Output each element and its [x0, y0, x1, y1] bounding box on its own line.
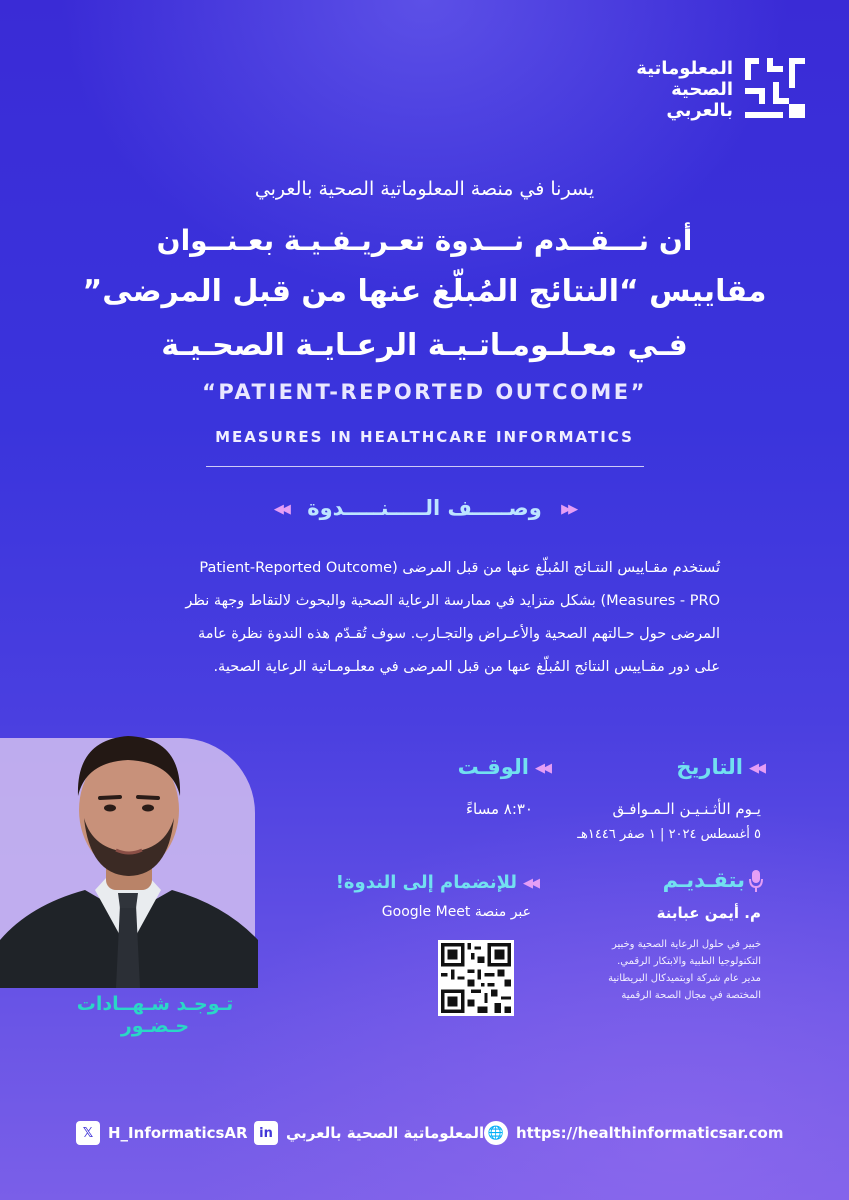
website-url: https://healthinformaticsar.com	[516, 1124, 784, 1142]
linkedin-link[interactable]	[254, 1118, 484, 1148]
x-icon: 𝕏	[76, 1121, 100, 1145]
title-line-2: مقاييس “النتائج المُبلّغ عنها من قبل المرضى”	[82, 274, 767, 309]
qr-code[interactable]	[438, 940, 514, 1016]
certificates-note: تـوجـد شـهــادات حـضـور	[76, 993, 234, 1037]
presenter-bio-line-2: التكنولوجيا الطبية والابتكار الرقمي.	[617, 956, 761, 967]
logo-line-2: الصحية	[671, 79, 733, 100]
logo-mark-icon	[745, 58, 805, 120]
presenter-photo	[0, 700, 258, 988]
time-value: ٨:٣٠ مساءً	[465, 800, 533, 818]
join-heading-text: للإنضمام إلى الندوة!	[335, 872, 517, 893]
x-link[interactable]	[76, 1118, 248, 1148]
description-line-2: Measures - PRO) بشكل متزايد في ممارسة الرعاية الصحية والبحوث لالتقاط وجهة نظر	[185, 593, 720, 609]
join-heading	[277, 872, 537, 893]
date-day: يـوم الأثـنـيـن الـمـوافـق	[612, 800, 761, 818]
time-heading	[349, 755, 549, 779]
description-line-3: المرضى حول حـالتهم الصحية والأعـراض والتجـارب. سوف تُقـدّم هذه الندوة نظرة عامة	[198, 626, 720, 642]
description-heading-text: وصـــــف الـــــنـــــدوة	[307, 496, 542, 520]
presenter-bio-line-1: خبير في حلول الرعاية الصحية وخبير	[611, 939, 761, 950]
arrow-icon: ◀◀	[535, 760, 549, 776]
description-line-1: تُستخدم مقـاييس النتـائج المُبلّغ عنها من قبل المرضى (Patient-Reported Outcome	[199, 560, 720, 576]
x-handle: H_InformaticsAR	[108, 1124, 248, 1142]
linkedin-icon: in	[254, 1121, 278, 1145]
description-line-4: على دور مقـاييس النتائج المُبلّغ عنها من قبل المرضى في معلـومـاتية الرعاية الصحية.	[213, 659, 720, 675]
title-line-1: أن نـــقــدم نـــدوة تعـريـفـيـة بعـنــوان	[156, 224, 693, 257]
logo-line-3: بالعربي	[666, 100, 733, 121]
intro-text: يسرنا في منصة المعلوماتية الصحية بالعربي	[254, 178, 595, 200]
microphone-icon	[749, 870, 763, 892]
date-heading-text: التاريخ	[676, 755, 743, 779]
arrow-icon: ◀◀	[749, 760, 763, 776]
globe-icon: 🌐	[484, 1121, 508, 1145]
presenter-heading-text: بتقـديـم	[662, 868, 745, 892]
footer	[76, 1118, 784, 1148]
join-platform: عبر منصة Google Meet	[381, 904, 531, 920]
arrow-icon: ◀◀	[273, 501, 288, 517]
date-full: ٥ أغسطس ٢٠٢٤ | ١ صفر ١٤٤٦هـ	[577, 827, 761, 842]
description-body	[130, 552, 720, 684]
logo-line-1: المعلوماتية	[636, 58, 733, 79]
presenter-bio-line-4: المختصة في مجال الصحة الرقمية	[621, 990, 761, 1001]
time-heading-text: الوقـت	[457, 755, 529, 779]
presenter-bio-line-3: مدير عام شركة اوبتميدكال البريطانية	[608, 973, 761, 984]
english-title-line-1: “PATIENT-REPORTED OUTCOME”	[202, 380, 647, 404]
title-line-3: فـي معـلـومـاتـيـة الرعـايـة الصحـيـة	[161, 328, 688, 363]
presenter-heading	[543, 868, 763, 892]
date-heading	[563, 755, 763, 779]
linkedin-name: المعلوماتية الصحية بالعربي	[286, 1124, 485, 1142]
arrow-icon: ▶▶	[561, 501, 576, 517]
platform-logo	[535, 58, 805, 128]
arrow-icon: ◀◀	[523, 875, 537, 891]
website-link[interactable]	[484, 1118, 783, 1148]
presenter-name: م. أيمن عبابنة	[656, 904, 761, 922]
divider	[206, 466, 644, 467]
presenter-bio	[576, 936, 761, 1004]
description-heading	[0, 496, 849, 520]
english-title-line-2: MEASURES IN HEALTHCARE INFORMATICS	[215, 428, 634, 446]
